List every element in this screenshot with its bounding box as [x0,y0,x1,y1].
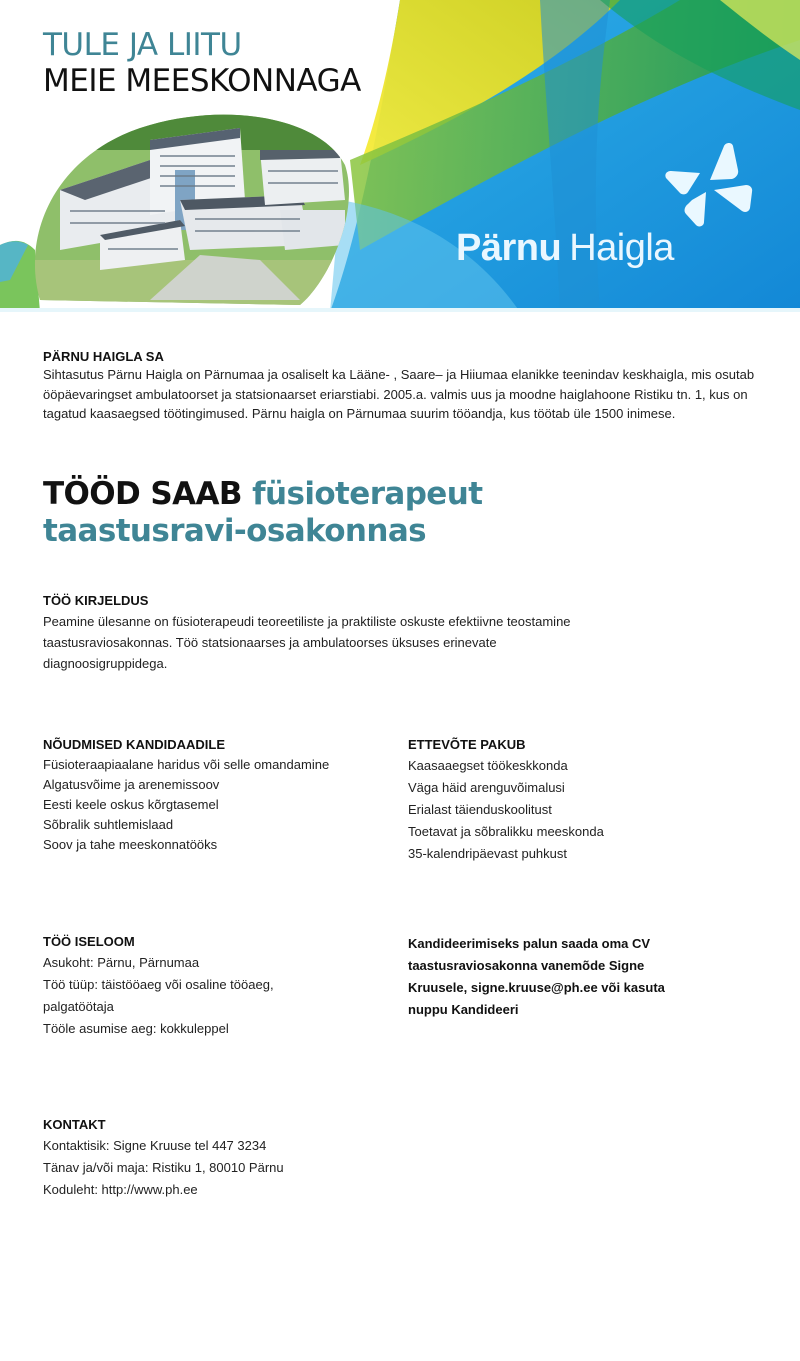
description-line: Peamine ülesanne on füsioterapeudi teoreetiliste ja praktiliste oskuste efektiivne teostamine [43,614,571,629]
candidate-requirements [43,735,383,855]
nature-line: Töö tüüp: täistööaeg või osaline tööaeg, [43,977,274,992]
banner-headline [43,27,361,99]
contact-info [43,1115,383,1201]
job-nature [43,932,363,1040]
job-title [43,476,663,550]
apply-line: nuppu Kandideeri [408,1002,519,1017]
nature-line: Tööle asumise aeg: kokkuleppel [43,1021,229,1036]
requirement-item: Füsioteraapiaalane haridus või selle omandamine [43,757,330,772]
requirement-item: Algatusvõime ja arenemissoov [43,777,220,792]
company-offer [408,735,728,865]
nature-line: Asukoht: Pärnu, Pärnumaa [43,955,200,970]
hospital-photo [30,110,360,310]
intro-title: PÄRNU HAIGLA SA [43,349,164,364]
headline-line-1: TULE JA LIITU [43,27,242,63]
offer-item: Väga häid arenguvõimalusi [408,780,565,795]
brand-name-bold: Pärnu [456,227,562,269]
contact-address: Tänav ja/või maja: Ristiku 1, 80010 Pärnu [43,1160,284,1175]
offer-item: 35-kalendripäevast puhkust [408,846,567,861]
description-title: TÖÖ KIRJELDUS [43,593,149,608]
company-intro [43,348,763,424]
brand-name-light: Haigla [569,227,674,269]
offer-item: Erialast täienduskoolitust [408,802,552,817]
butterfly-logo-icon [662,140,762,230]
description-line: diagnoosigruppidega. [43,656,168,671]
apply-line: taastusraviosakonna vanemõde Signe [408,958,645,973]
requirement-item: Eesti keele oskus kõrgtasemel [43,797,219,812]
contact-person: Kontaktisik: Signe Kruuse tel 447 3234 [43,1138,267,1153]
intro-text: Sihtasutus Pärnu Haigla on Pärnumaa ja osaliselt ka Lääne- , Saare– ja Hiiumaa elanikke teenindav keskhaigla, mis osutab ööpäevaringset ambulatoorset ja statsionaarset eriarstiabi. 2005.a. valmis uus ja moodne haiglahoone Ristiku tn. 1, kus on tagatud kaasaegsed töötingimused. Pärnu haigla on Pärnumaa suurim tööandja, kus töötab üle 1500 inimese. [43,367,755,421]
contact-website: Koduleht: http://www.ph.ee [43,1182,198,1197]
contact-title: KONTAKT [43,1117,106,1132]
job-title-role: füsioterapeut taastusravi-osakonnas [43,476,483,549]
offer-item: Kaasaaegset töökeskkonda [408,758,568,773]
description-line: taastusraviosakonnas. Töö statsionaarses ja ambulatoorses üksuses erinevate [43,635,497,650]
nature-title: TÖÖ ISELOOM [43,934,135,949]
requirements-title: NÕUDMISED KANDIDAADILE [43,737,225,752]
brand-logo-text [456,227,674,270]
offer-title: ETTEVÕTE PAKUB [408,737,526,752]
nature-line: palgatöötaja [43,999,114,1014]
offer-item: Toetavat ja sõbralikku meeskonda [408,824,604,839]
requirement-item: Sõbralik suhtlemislaad [43,817,174,832]
headline-line-2: MEIE MEESKONNAGA [43,63,361,99]
job-description [43,591,643,674]
apply-line: Kruusele, signe.kruuse@ph.ee või kasuta [408,980,665,995]
apply-line: Kandideerimiseks palun saada oma CV [408,936,651,951]
apply-instructions [408,933,708,1021]
header-banner [0,0,800,312]
requirement-item: Soov ja tahe meeskonnatööks [43,837,218,852]
job-title-lead: TÖÖD SAAB [43,476,242,512]
